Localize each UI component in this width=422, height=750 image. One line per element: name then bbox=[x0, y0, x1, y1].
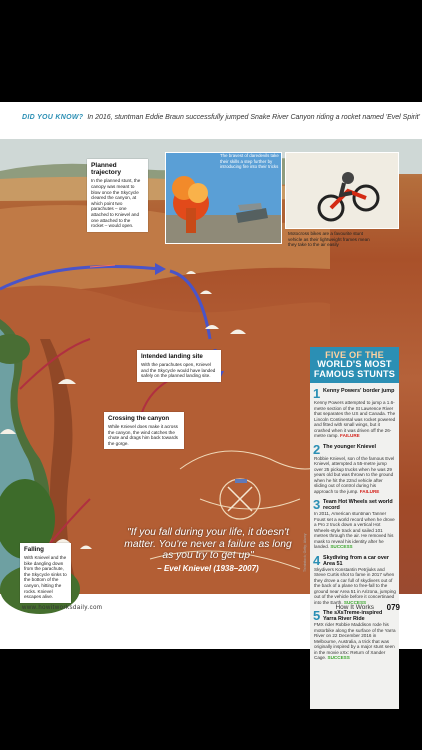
planned-trajectory-caption bbox=[87, 159, 148, 232]
landing-site-body: With the parachutes open, Knievel and the Skycycle would have landed safely on the planned landing site. bbox=[141, 362, 216, 379]
stunt-number: 3 bbox=[313, 497, 321, 513]
stunt-title: The sXsTreme-inspired Yarra River Ride bbox=[323, 610, 383, 623]
stunt-item bbox=[310, 552, 399, 606]
famous-stunts-sidebar bbox=[310, 347, 399, 709]
stunt-item bbox=[310, 441, 399, 495]
stunt-number: 4 bbox=[313, 552, 321, 568]
stunt-number: 5 bbox=[313, 608, 321, 624]
did-you-know-banner bbox=[22, 114, 420, 121]
quote-text: "If you fall during your life, it doesn't matter. You're never a failure as long as you try to get up" bbox=[124, 527, 292, 561]
did-you-know-text: In 2016, stuntman Eddie Braun successfully jumped Snake River Canyon riding a rocket named 'Evel Spirit' bbox=[87, 114, 420, 121]
planned-trajectory-body: In the planned stunt, the canopy was meant to blow once the Skycycle cleared the canyon, at which point two parachutes – one attached to Knievel and one attached to the rocket – would open. bbox=[91, 178, 141, 229]
stunt-body: Kenny Powers attempted to jump a 1.6-metre section of the St Lawrence River that separates the US and Canada. The Lincoln Continental was rocket powered and fitted with small wings, but it crashed when it was driven off the 26-metre ramp. bbox=[314, 400, 396, 439]
footer-magazine: How It Works bbox=[335, 604, 374, 611]
motocross-photo bbox=[285, 152, 399, 229]
motocross-caption: Motocross bikes are a favourite stunt vehicle as their lightweight frames mean they take to the air easily bbox=[288, 231, 370, 248]
landing-site-title: Intended landing site bbox=[141, 353, 203, 360]
stunt-body: FMX rider Robbie Maddison rode his motorbike along the surface of the Yarra River on 22 December 2016 in Melbourne, Australia, a trick that was originally inspired by a major stunt seen in the movie xXx: Return of Xander Cage. bbox=[314, 622, 396, 661]
planned-trajectory-title: Planned trajectory bbox=[91, 162, 122, 177]
footer-url[interactable]: www.howitworksdaily.com bbox=[22, 605, 103, 611]
crossing-canyon-title: Crossing the canyon bbox=[108, 415, 170, 422]
falling-title: Falling bbox=[24, 546, 44, 553]
evel-knievel-quote bbox=[118, 527, 298, 573]
stunt-item bbox=[310, 499, 399, 550]
stunt-body: Skydivers Konstantin Petrjiuks and Steve Curtis shot to fame in 2017 when they drove a car full of skydivers out of the back of a plane to free-fall to the ground near Area 51 in Arizona, jumping out of the vehicle before it concertinaed into the Earth. bbox=[314, 566, 396, 605]
landing-site-caption bbox=[137, 350, 221, 382]
crossing-canyon-caption bbox=[104, 412, 184, 449]
page-number: 079 bbox=[386, 603, 400, 612]
stunt-number: 1 bbox=[313, 386, 321, 402]
stunt-result: SUCCESS bbox=[343, 599, 367, 605]
stunt-result: SUCCESS bbox=[330, 544, 353, 550]
stunt-title: Kenny Powers' border jump bbox=[323, 388, 395, 395]
quote-author: – Evel Knievel (1938–2007) bbox=[157, 563, 259, 573]
stunt-title: Team Hot Wheels set world record bbox=[323, 499, 393, 512]
stunt-title: Skydiving from a car over Area 51 bbox=[323, 554, 389, 567]
falling-caption bbox=[20, 543, 71, 603]
stunt-body: Robbie Knievel, son of the famous Evel Knievel, attempted a 55-metre jump over 25 pickup trucks when he was 29 years old but was thrown to the ground when he hit the 22nd vehicle after sliding out of control during his approach to the jump. bbox=[314, 455, 395, 494]
page-footer bbox=[0, 599, 422, 619]
did-you-know-label: DID YOU KNOW? bbox=[22, 114, 84, 121]
stunt-result: FAILURE bbox=[359, 488, 380, 494]
falling-body: With Knievel and the bike dangling down from the parachute, the Skycycle sinks to the bottom of the canyon, hitting the rocks. Knievel escapes alive. bbox=[24, 555, 67, 600]
sidebar-heading-line1: FIVE OF THE bbox=[325, 350, 384, 360]
sidebar-heading-line2: WORLD'S MOST bbox=[317, 359, 392, 370]
sidebar-heading bbox=[310, 347, 399, 383]
stunt-result: SUCCESS bbox=[327, 655, 350, 661]
image-credit: Thinkstock; Getty; Alamy bbox=[303, 533, 307, 572]
stunt-number: 2 bbox=[313, 441, 321, 457]
stunt-item bbox=[310, 388, 399, 439]
stunt-result: FAILURE bbox=[340, 433, 360, 439]
stunt-title: The younger Knievel bbox=[323, 443, 377, 450]
sidebar-heading-line3: FAMOUS STUNTS bbox=[313, 368, 396, 379]
motocross-image bbox=[286, 153, 398, 228]
daredevils-caption: The bravest of daredevils take their skills a step further by introducing fire into their tricks bbox=[220, 153, 279, 170]
crossing-canyon-body: While Knievel does make it across the canyon, the wind catches the chute and drags him back towards the gorge. bbox=[108, 424, 178, 446]
stunt-body: In 2011, American stuntman Tanner Foust set a world record when he drove a Pro 2 truck down a vertical Hot Wheels-style track and sailed 101 metres through the air. He removed his mask to reveal his identity after he landed. bbox=[314, 511, 395, 550]
